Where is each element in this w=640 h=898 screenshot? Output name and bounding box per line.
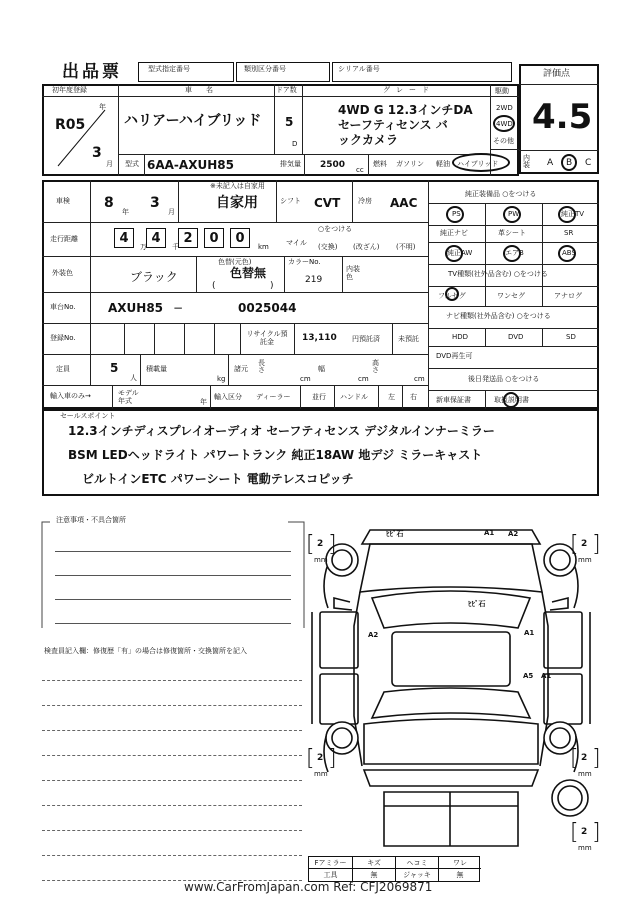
inspector-line <box>42 705 302 706</box>
chassis-prefix: AXUH85 <box>108 301 164 315</box>
equip-genuine-navi: 純正ナビ <box>440 229 468 237</box>
score-label: 評価点 <box>543 69 571 79</box>
tread-paren: [ <box>306 746 315 771</box>
mileage-digit: 4 <box>146 228 166 248</box>
height-label: 高さ <box>372 359 379 374</box>
ac-label: 冷房 <box>358 197 372 205</box>
navi-dvd: DVD <box>508 333 524 341</box>
handle-right: 右 <box>410 393 417 401</box>
color-no-label: カラーNo. <box>288 258 321 266</box>
tread-paren: [ <box>570 820 579 845</box>
color-original-value: 色替無 <box>230 266 267 280</box>
mileage-km: km <box>258 243 269 251</box>
model-year-unit: 年 <box>200 398 207 406</box>
displacement-value: 2500 <box>320 160 346 170</box>
doors-unit: D <box>292 140 298 148</box>
drive-label: 駆動 <box>495 87 509 95</box>
inspector-note: 検査員記入欄：修復歴「有」の場合は修復箇所・交換箇所を記入 <box>44 647 247 655</box>
fuel-label: 燃料 <box>373 160 387 168</box>
equip-pw: PW <box>508 210 520 218</box>
damage-mark-roof: ﾋﾋﾞ石 <box>468 600 486 608</box>
name-label: 車名 <box>185 86 227 94</box>
height-cm: cm <box>414 375 425 383</box>
later-warranty: 新車保証書 <box>436 396 471 404</box>
tampered-label: (改ざん) <box>353 243 380 251</box>
tread-paren: [ <box>306 532 315 557</box>
note-line <box>55 623 291 624</box>
tread-paren: [ <box>570 746 579 771</box>
cc-unit: cc <box>356 166 364 174</box>
equip-ps: PS <box>452 210 461 218</box>
load-label: 積載量 <box>146 365 167 373</box>
equip-abs: ABS <box>562 249 576 257</box>
navi-sd: SD <box>566 333 576 341</box>
mileage-label: 走行距離 <box>50 235 78 243</box>
import-label: 輸入車のみ→ <box>50 392 91 400</box>
equip-sr: SR <box>564 229 574 237</box>
exchange-label: (交換) <box>318 243 338 251</box>
interior-label: 内装 <box>523 154 530 169</box>
color-original-paren-right: ) <box>270 281 274 291</box>
model-year-label: モデル年式 <box>118 389 139 405</box>
tread-front-left: 2 <box>317 539 324 549</box>
first-reg-era: R05 <box>55 117 86 133</box>
type-number-label: 型式指定番号 <box>148 65 190 73</box>
serial-number-label: シリアル番号 <box>338 65 380 73</box>
model-value: 6AA-AXUH85 <box>147 158 234 172</box>
inspection-label: 車検 <box>56 197 70 205</box>
length-cm: cm <box>300 375 311 383</box>
tread-paren: ] <box>592 746 601 771</box>
dimension-label: 諸元 <box>234 365 248 373</box>
drive-2wd: 2WD <box>496 104 513 112</box>
damage-mark-right-door: A1 <box>524 629 535 637</box>
fuel-diesel: 軽油 <box>436 160 450 168</box>
tread-mm: mm <box>578 770 592 778</box>
tv-analog: アナログ <box>554 292 582 300</box>
month-unit: 月 <box>106 160 113 168</box>
inspector-line <box>42 755 302 756</box>
drive-4wd: 4WD <box>496 120 513 128</box>
tread-paren: [ <box>570 532 579 557</box>
inspection-year: 8 <box>104 195 114 211</box>
legend-value-cell: 無 <box>438 869 481 881</box>
score-value: 4.5 <box>532 97 593 137</box>
tread-paren: ] <box>328 532 337 557</box>
color-no-value: 219 <box>305 275 323 285</box>
displacement-label: 排気量 <box>280 160 301 168</box>
inspector-line <box>42 830 302 831</box>
width-cm: cm <box>358 375 369 383</box>
inspector-line <box>42 855 302 856</box>
color-label: 外装色 <box>52 269 73 277</box>
circle-mark-abs <box>558 245 576 262</box>
grade-line1: 4WD G 12.3インチDA <box>338 103 473 117</box>
grade-label: グレード <box>383 86 435 94</box>
circle-mark-genuine-tv <box>558 206 576 223</box>
car-damage-diagram <box>300 516 600 886</box>
later-items-title: 後日発送品 ○をつける <box>468 375 540 383</box>
sales-line3: ビルトインETC パワーシート 電動テレスコピッチ <box>82 472 354 486</box>
mileage-man: 万 <box>140 243 147 251</box>
tread-spare: 2 <box>581 827 588 837</box>
tread-paren: ] <box>328 746 337 771</box>
equip-genuine-tv: 純正TV <box>561 210 585 218</box>
footer-watermark: www.CarFromJapan.com Ref: CFJ2069871 <box>184 880 433 894</box>
color-original-paren-left: ( <box>212 281 216 291</box>
tread-rear-right: 2 <box>581 753 588 763</box>
circle-mark-interior-b <box>561 154 577 171</box>
chassis-dash: − <box>173 301 184 315</box>
tread-mm: mm <box>314 556 328 564</box>
fuel-gasoline: ガソリン <box>396 160 424 168</box>
legend-header-cell: ワレ <box>438 857 481 869</box>
legend-header-cell: キズ <box>352 857 395 869</box>
note-line <box>55 551 291 552</box>
circle-mark-fullseg <box>445 287 459 301</box>
chassis-label: 車台No. <box>50 303 76 311</box>
color-original-label: 色替(元色) <box>218 258 252 266</box>
handle-label: ハンドル <box>340 393 368 401</box>
handle-left: 左 <box>388 393 395 401</box>
interior-b: B <box>566 158 573 168</box>
sales-line2: BSM LEDヘッドライト パワートランク 純正18AW 地デジ ミラーキャスト <box>68 448 483 462</box>
class-number-label: 類別区分番号 <box>244 65 286 73</box>
import-parallel: 並行 <box>312 393 326 401</box>
capacity-label: 定員 <box>56 365 70 373</box>
damage-legend-table <box>308 856 480 882</box>
ac-value: AAC <box>390 196 418 210</box>
inspection-year-unit: 年 <box>122 208 129 216</box>
tread-paren: ] <box>592 820 601 845</box>
inspection-month-unit: 月 <box>168 208 175 216</box>
tv-type-title: TV種類(社外品含む) ○をつける <box>448 270 548 278</box>
mileage-digit: 0 <box>204 228 224 248</box>
damage-mark-front-a2: A2 <box>508 530 519 538</box>
legend-value-cell: 無 <box>352 869 395 881</box>
note-line <box>55 599 291 600</box>
length-label: 長さ <box>258 359 265 374</box>
circle-mark-ps <box>446 206 464 223</box>
inspection-month: 3 <box>150 195 160 211</box>
color-value: ブラック <box>130 270 178 284</box>
tread-mm: mm <box>578 556 592 564</box>
navi-type-title: ナビ種類(社外品含む) ○をつける <box>446 312 551 320</box>
legend-header-cell: Fアミラー <box>309 857 352 869</box>
circle-mark-genuine-aw <box>445 245 463 262</box>
drive-other: その他 <box>493 137 514 145</box>
legend-value-cell: ジャッキ <box>395 869 438 881</box>
navi-dvd-play: DVD再生可 <box>436 352 473 360</box>
import-type-label: 輸入区分 <box>214 393 242 401</box>
capacity-unit: 人 <box>130 374 137 382</box>
legend-value-cell: 工具 <box>323 871 338 879</box>
private-note: ※未記入は自家用 <box>210 182 265 190</box>
circle-mark-4wd <box>493 115 515 132</box>
mileage-digit: 2 <box>178 228 198 248</box>
import-dealer: ディーラー <box>256 393 291 401</box>
capacity-value: 5 <box>110 361 119 375</box>
first-reg-month: 3 <box>92 145 102 161</box>
mileage-digit: 4 <box>114 228 134 248</box>
shift-label: シフト <box>280 197 301 205</box>
legend-header-cell: ヘコミ <box>395 857 438 869</box>
circle-mark-manual <box>503 392 519 408</box>
notes-title: 注意事項・不具合箇所 <box>56 516 126 524</box>
genuine-equipment-title: 純正装備品 ○をつける <box>465 190 537 198</box>
first-reg-label: 初年度登録 <box>52 86 87 94</box>
tread-rear-left: 2 <box>317 753 324 763</box>
damage-mark-front-bumper: ﾋﾋﾞ石 <box>386 530 404 538</box>
circle-mark-hybrid <box>452 153 510 172</box>
mile-label: マイル <box>286 239 307 247</box>
interior-color-label: 内装色 <box>346 265 360 281</box>
tv-fullseg: フルセグ <box>438 292 466 300</box>
sales-points-label: セールスポイント <box>60 412 116 420</box>
inspector-line <box>42 730 302 731</box>
tread-mm: mm <box>314 770 328 778</box>
damage-mark-right-rear-a5: A5 <box>523 672 534 680</box>
doors-value: 5 <box>285 115 294 129</box>
equip-genuine-aw: 純正AW <box>447 249 473 257</box>
equip-leather: 革シート <box>498 229 526 237</box>
navi-hdd: HDD <box>452 333 469 341</box>
tread-mm: mm <box>578 844 592 852</box>
model-label: 型式 <box>125 160 139 168</box>
tread-paren: ] <box>592 532 601 557</box>
interior-a: A <box>547 158 554 168</box>
mileage-circle-note: ○をつける <box>318 225 353 233</box>
recycle-label: リサイクル預託金 <box>246 330 288 347</box>
damage-mark-right-rear-a1: A1 <box>541 672 552 680</box>
damage-mark-left-door: A2 <box>368 631 379 639</box>
year-unit: 年 <box>99 103 106 111</box>
circle-mark-airbag <box>503 245 521 262</box>
later-manual: 取扱説明書 <box>494 396 529 404</box>
inspector-line <box>42 805 302 806</box>
mileage-sen: 千 <box>172 243 179 251</box>
shift-value: CVT <box>314 196 341 210</box>
sheet-title: 出品票 <box>62 62 122 82</box>
width-label: 幅 <box>318 365 325 373</box>
unknown-label: (不明) <box>396 243 416 251</box>
recycle-not: 未預託 <box>398 335 419 343</box>
load-kg: kg <box>217 375 226 383</box>
inspector-line <box>42 680 302 681</box>
sales-line1: 12.3インチディスプレイオーディオ セーフティセンス デジタルインナーミラー <box>68 424 495 438</box>
vehicle-name: ハリアーハイブリッド <box>124 113 262 129</box>
tv-oneseg: ワンセグ <box>497 292 525 300</box>
note-line <box>55 575 291 576</box>
private-use: 自家用 <box>216 195 258 211</box>
equip-airbag: エアB <box>505 249 524 257</box>
recycle-value: 13,110 <box>302 333 337 343</box>
reg-no-label: 登録No. <box>50 334 76 342</box>
damage-mark-front-a1: A1 <box>484 529 495 537</box>
recycle-unit: 円預託済 <box>352 335 380 343</box>
chassis-number: 0025044 <box>238 301 297 315</box>
doors-label: ドア数 <box>276 86 297 94</box>
grade-line3: ックカメラ <box>338 133 399 147</box>
mileage-digit: 0 <box>230 228 250 248</box>
circle-mark-pw <box>503 206 521 223</box>
tread-front-right: 2 <box>581 539 588 549</box>
grade-line2: セーフティセンス バ <box>338 118 448 132</box>
inspector-line <box>42 780 302 781</box>
interior-c: C <box>585 158 592 168</box>
fuel-hybrid: ハイブリッド <box>457 160 499 168</box>
